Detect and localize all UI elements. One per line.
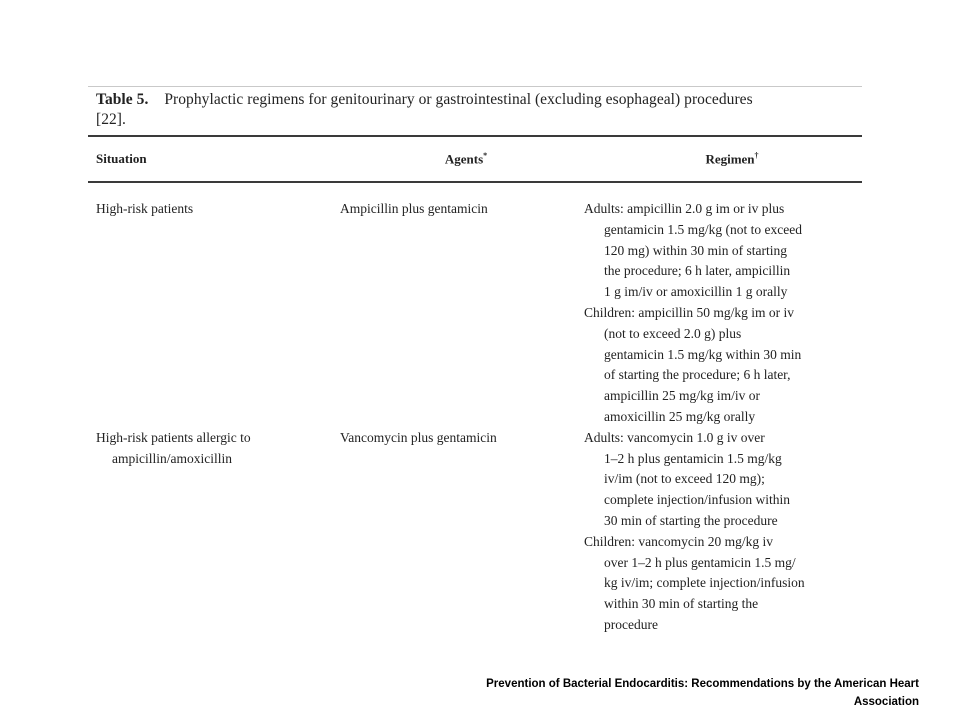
table-caption xyxy=(88,90,862,130)
situation-line: High-risk patients xyxy=(96,201,194,216)
cell-agents xyxy=(340,199,584,428)
regimen-line: of starting the procedure; 6 h later, xyxy=(604,367,791,383)
regimen-entry xyxy=(584,199,862,303)
regimen-line: within 30 min of starting the xyxy=(604,596,759,612)
source-citation-line2: Association xyxy=(853,696,919,708)
regimen-line: gentamicin 1.5 mg/kg within 30 min xyxy=(604,346,802,362)
agents-line: Ampicillin plus gentamicin xyxy=(340,201,488,216)
table-caption-text-line1: Prophylactic regimens for genitourinary or gastrointestinal (excluding esophageal) procedures xyxy=(164,91,753,108)
regimen-line: procedure xyxy=(604,616,658,632)
header-regimen-footnote-mark: † xyxy=(754,150,759,160)
regimen-entry xyxy=(584,532,862,636)
regimen-line: 1–2 h plus gentamicin 1.5 mg/kg xyxy=(604,450,782,466)
regimen-line: iv/im (not to exceed 120 mg); xyxy=(604,471,765,487)
table-caption-text-line2: [22]. xyxy=(96,111,126,128)
regimen-line: Adults: ampicillin 2.0 g im or iv plus xyxy=(584,201,785,216)
header-regimen xyxy=(584,151,862,167)
regimen-line: the procedure; 6 h later, ampicillin xyxy=(604,263,791,279)
regimen-line: complete injection/infusion within xyxy=(604,492,790,508)
situation-line: High-risk patients allergic to xyxy=(96,429,251,445)
regimen-line: over 1–2 h plus gentamicin 1.5 mg/ xyxy=(604,554,796,570)
cell-situation xyxy=(88,428,340,636)
source-citation-line1: Prevention of Bacterial Endocarditis: Recommendations by the American Heart xyxy=(486,678,919,690)
regimen-line: (not to exceed 2.0 g) plus xyxy=(604,325,742,341)
table-row xyxy=(88,428,862,636)
cell-regimen xyxy=(584,428,862,636)
source-citation xyxy=(459,675,919,711)
regimen-entry xyxy=(584,428,862,532)
caption-top-rule xyxy=(88,86,862,87)
header-situation-label: Situation xyxy=(96,151,147,166)
table-figure xyxy=(88,86,862,636)
regimen-line: 1 g im/iv or amoxicillin 1 g orally xyxy=(604,284,788,300)
table-body xyxy=(88,183,862,636)
header-situation xyxy=(88,151,340,167)
table-label: Table 5. xyxy=(96,91,149,108)
header-agents xyxy=(340,151,584,167)
situation-line: ampicillin/amoxicillin xyxy=(112,450,232,466)
regimen-line: 30 min of starting the procedure xyxy=(604,512,778,528)
regimen-line: amoxicillin 25 mg/kg orally xyxy=(604,408,756,424)
regimen-line: Children: ampicillin 50 mg/kg im or iv xyxy=(584,304,794,320)
regimen-line: ampicillin 25 mg/kg im/iv or xyxy=(604,388,760,404)
regimen-line: Children: vancomycin 20 mg/kg iv xyxy=(584,533,773,549)
header-agents-footnote-mark: * xyxy=(483,150,488,160)
regimen-line: kg iv/im; complete injection/infusion xyxy=(604,575,805,591)
regimen-entry xyxy=(584,303,862,428)
cell-agents xyxy=(340,428,584,636)
regimen-line: gentamicin 1.5 mg/kg (not to exceed xyxy=(604,221,802,237)
header-regimen-label: Regimen xyxy=(705,151,755,167)
header-agents-label: Agents xyxy=(444,151,484,167)
agents-line: Vancomycin plus gentamicin xyxy=(340,429,497,445)
cell-situation xyxy=(88,199,340,428)
table-row xyxy=(88,183,862,428)
table-header-row xyxy=(88,137,862,181)
regimen-line: Adults: vancomycin 1.0 g iv over xyxy=(584,429,765,445)
cell-regimen xyxy=(584,199,862,428)
regimen-line: 120 mg) within 30 min of starting xyxy=(604,242,787,258)
